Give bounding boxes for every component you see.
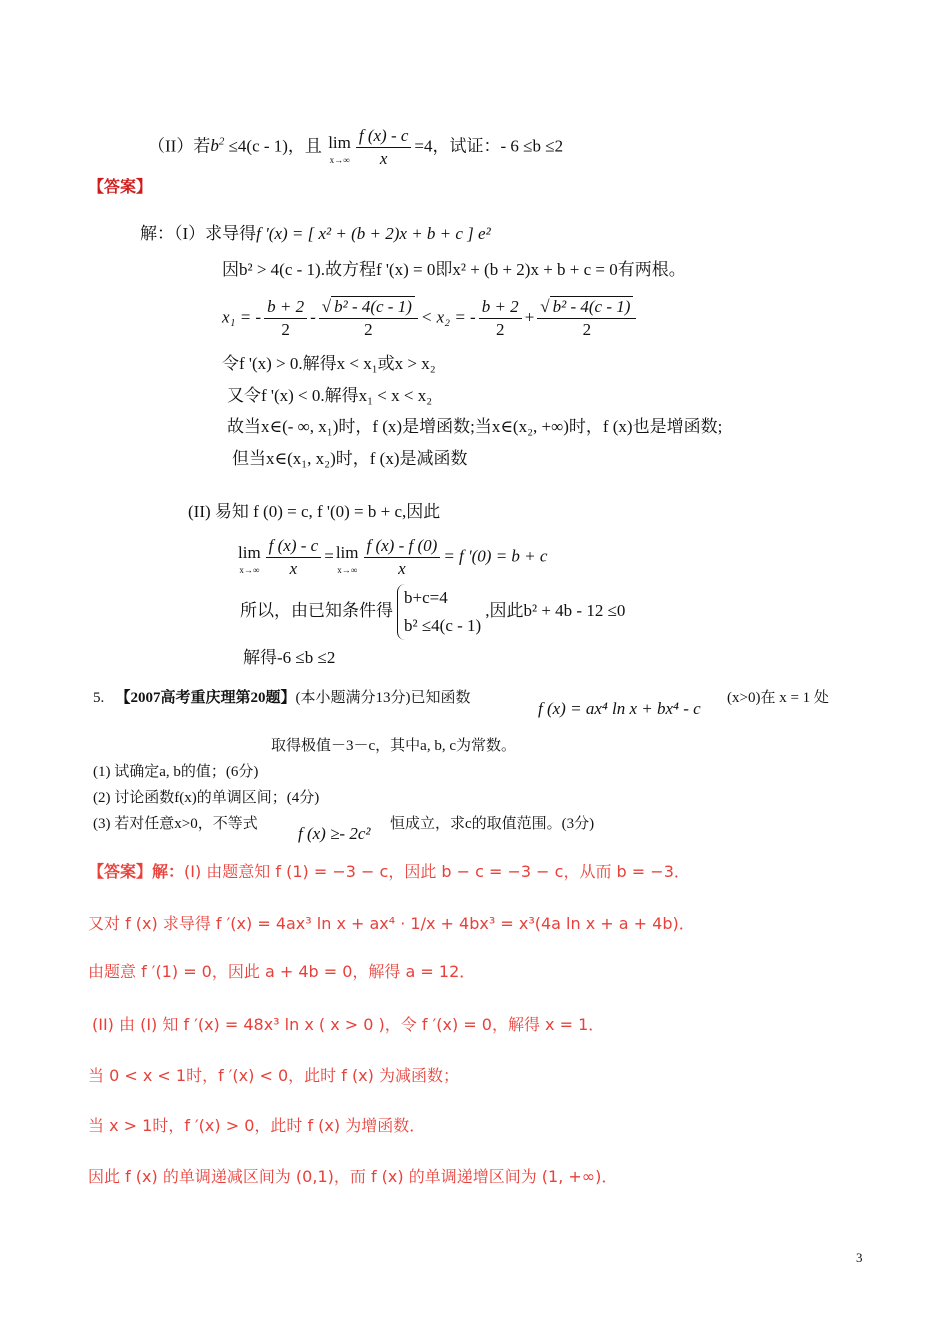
answer5-line1 — [88, 860, 690, 884]
sol-l1-expr: f '(x) = [ x² + (b + 2)x + b + c ] e² — [256, 224, 491, 243]
p5-q2: (2) 讨论函数f(x)的单调区间；(4分) — [93, 790, 320, 806]
b-var: $b^2$ — [210, 135, 225, 156]
sol-l3-f3-den: 2 — [495, 320, 505, 339]
solution-result: 解得-6 ≤b ≤2 — [243, 648, 336, 667]
part2-frac-num: f (x) - c — [356, 125, 412, 148]
sol-l3-frac1 — [264, 296, 307, 341]
lim1-sub: x→∞ — [239, 564, 260, 575]
p5-func: f (x) = ax⁴ ln x + bx⁴ - c — [538, 699, 701, 718]
p5-number: 5. — [93, 690, 105, 706]
p5-q3-a: (3) 若对任意x>0，不等式 — [93, 816, 258, 832]
solution-line-1 — [140, 222, 491, 246]
solution-limit-line: lim x→∞ $\frac{f (x) - c}{x}$ = lim x→∞ $\frac{f (x) - f (0)}{x}$ = f '(0) = b + c — [238, 536, 548, 578]
p5-q3-expr: f (x) ≥- 2c² — [298, 824, 371, 843]
solution-line-4: 令f '(x) > 0.解得x < x₁或x > x₂ — [222, 354, 436, 373]
solution-system-line — [240, 584, 625, 640]
sys-row2: b² ≤4(c - 1) — [404, 616, 482, 635]
answer5-line6: 当 x > 1时，f ′(x) > 0，此时 f (x) 为增函数． — [88, 1116, 426, 1135]
answer5-line5: 当 0 < x < 1时，f ′(x) < 0，此时 f (x) 为减函数； — [88, 1066, 459, 1085]
solution-line-2: 因b² > 4(c - 1).故方程f '(x) = 0即x² + (b + 2)x + b + c = 0有两根。 — [222, 260, 686, 279]
p5-q3-b: 恒成立，求c的取值范围。(3分) — [390, 816, 595, 832]
lim1-num: f (x) - c — [266, 535, 322, 558]
part2-tail: =4，试证：- 6 ≤b ≤2 — [414, 136, 564, 156]
part2-ineq: ≤4(c - 1)，且 — [228, 136, 322, 156]
sol-l3-sqrt2: b² - 4(c - 1) — [550, 296, 634, 316]
sol-l3-f1-num: b + 2 — [264, 296, 307, 319]
sol-l3-frac2: $\frac{\text{√ b² - 4(c - 1)}}{2}$ — [319, 296, 418, 341]
part2-question — [148, 125, 563, 170]
solution-line-5: 又令f '(x) < 0.解得x₁ < x < x₂ — [227, 386, 433, 405]
sol-l3-frac4: $\frac{\text{√ b² - 4(c - 1)}}{2}$ — [537, 296, 636, 341]
sol-l3-mid: < x₂ = - — [420, 307, 476, 327]
answer5-l1: (I) 由题意知 f (1) = −3 − c，因此 b − c = −3 − c，从而 b = −3． — [184, 862, 690, 881]
lim2-frac — [364, 535, 441, 580]
sol-l3-sqrt1: b² - 4(c - 1) — [331, 296, 415, 316]
part2-fraction — [356, 125, 412, 170]
p5-source: 【2007高考重庆理第20题】 — [115, 690, 296, 706]
solution-line-6: 故当x∈(- ∞, x₁)时，f (x)是增函数;当x∈(x₂, +∞)时，f (x)也是增函数; — [227, 417, 723, 436]
page-number: 3 — [856, 1250, 863, 1265]
problem5-line1 — [93, 686, 471, 710]
p5-cond: (x>0)在 x = 1 处 — [727, 690, 829, 706]
answer5-line2: 又对 f (x) 求导得 f ′(x) = 4ax³ ln x + ax⁴ · 1/x + 4bx³ = x³(4a ln x + a + 4b)． — [88, 914, 695, 933]
sol-l3-left: x₁ = - — [222, 307, 262, 327]
p5-q3 — [93, 812, 258, 836]
answer5-line4: (II) 由 (I) 知 f ′(x) = 48x³ ln x ( x > 0 )，令 f ′(x) = 0，解得 x = 1． — [92, 1015, 605, 1034]
part2-frac-den: x — [379, 149, 388, 168]
p5-q1: (1) 试确定a, b的值；(6分) — [93, 764, 259, 780]
solution-part2-intro: (II) 易知 f (0) = c, f '(0) = b + c,因此 — [188, 502, 441, 521]
lim-tail: = f '(0) = b + c — [443, 546, 548, 566]
part2-label: （II）若 — [148, 136, 211, 156]
answer-tag: 【答案】 — [88, 177, 153, 196]
sol-l3-plus: + — [524, 307, 535, 327]
lim2: lim x→∞ — [335, 542, 359, 575]
p5-intro: (本小题满分13分)已知函数 — [295, 690, 471, 706]
sol-l3-f1-den: 2 — [281, 320, 290, 339]
lim2-num: f (x) - f (0) — [364, 535, 441, 558]
answer5-line3: 由题意 f ′(1) = 0，因此 a + 4b = 0，解得 a = 12． — [88, 962, 476, 981]
sol-l1-prefix: 解：（I）求导得 — [140, 224, 257, 243]
part2-limit: lim x→∞ — [328, 132, 351, 165]
sol-l3-den2: 2 — [582, 320, 592, 339]
sys-prefix: 所以，由已知条件得 — [240, 600, 393, 620]
sys-tail: ,因此b² + 4b - 12 ≤0 — [485, 600, 626, 620]
solution-line-7: 但当x∈(x₁, x₂)时，f (x)是减函数 — [232, 449, 468, 468]
answer5-tag: 【答案】解： — [88, 862, 185, 881]
sys-row1: b+c=4 — [404, 588, 448, 607]
sol-l3-frac3 — [479, 296, 522, 341]
lim1: lim x→∞ — [238, 542, 261, 575]
part2-limit-sub: x→∞ — [329, 154, 350, 165]
sys-brace — [397, 584, 481, 640]
answer5-line7: 因此 f (x) 的单调递减区间为 (0,1)，而 f (x) 的单调递增区间为 (1, +∞)． — [88, 1167, 618, 1186]
lim2-den: x — [398, 559, 406, 578]
p5-line2: 取得极值－3－c，其中a, b, c为常数。 — [271, 738, 516, 754]
sol-l3-den: 2 — [364, 320, 373, 339]
lim1-den: x — [289, 559, 298, 578]
lim2-sub: x→∞ — [337, 564, 358, 575]
sol-l3-f3-num: b + 2 — [479, 296, 522, 319]
lim1-frac — [266, 535, 322, 580]
solution-line-3: x₁ = - $\frac{b + 2}{2}$ - $\frac{\text{√ b² - 4(c - 1)}}{2}$ < x₂ = - $\frac{b + 2}{2}$ + $\frac{\text{√ b² - 4(c - 1)}}{2}$ — [222, 296, 639, 341]
